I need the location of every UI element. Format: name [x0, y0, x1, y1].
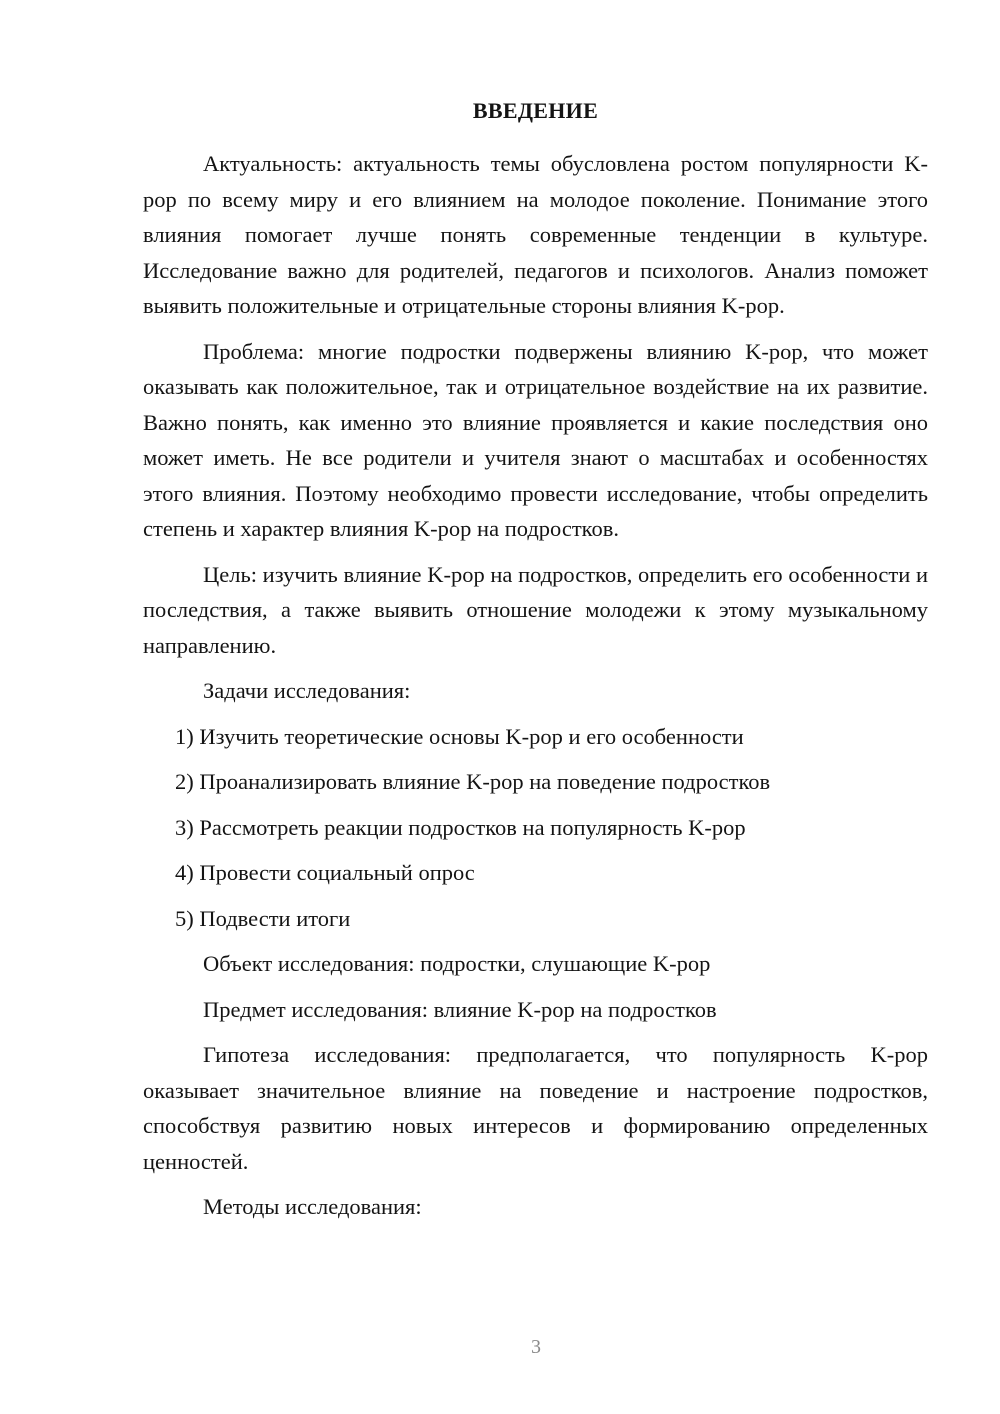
page-number: 3	[531, 1336, 541, 1358]
problem-paragraph: Проблема: многие подростки подвержены влиянию K-pop, что может оказывать как положительное, так и отрицательное воздействие на их развитие. Важно понять, как именно это влияние проявляется и какие последствия оно может иметь. Не все родители и учителя знают о масштабах и особенностях этого влияния. Поэтому необходимо провести исследование, чтобы определить степень и характер влияния K-pop на подростков.	[143, 338, 928, 541]
list-item: 5) Подвести итоги	[175, 905, 351, 931]
research-subject: Предмет исследования: влияние K-pop на подростков	[203, 996, 717, 1022]
document-page	[143, 96, 928, 1225]
tasks-list	[143, 719, 928, 937]
list-item: 4) Провести социальный опрос	[175, 860, 475, 885]
tasks-heading: Задачи исследования:	[203, 678, 411, 703]
relevance-paragraph: Актуальность: актуальность темы обусловлена ростом популярности K-pop по всему миру и его влиянием на молодое поколение. Понимание этого влияния помогает лучше понять современные тенденции в культуре. Исследование важно для родителей, педагогов и психологов. Анализ поможет выявить положительные и отрицательные стороны влияния K-pop.	[143, 151, 928, 318]
list-item: 3) Рассмотреть реакции подростков на популярность K-pop	[175, 814, 746, 840]
methods-heading: Методы исследования:	[203, 1194, 422, 1219]
list-item: 2) Проанализировать влияние K-pop на поведение подростков	[175, 769, 771, 794]
research-object: Объект исследования: подростки, слушающие K-pop	[203, 951, 711, 976]
hypothesis-paragraph: Гипотеза исследования: предполагается, что популярность K-pop оказывает значительное влияние на поведение и настроение подростков, способствуя развитию новых интересов и формированию определенных ценностей.	[143, 1042, 928, 1174]
list-item: 1) Изучить теоретические основы K-pop и его особенности	[175, 723, 744, 749]
goal-paragraph: Цель: изучить влияние K-pop на подростков, определить его особенности и последствия, а также выявить отношение молодежи к этому музыкальному направлению.	[143, 561, 928, 658]
document-title: ВВЕДЕНИЕ	[472, 98, 599, 123]
